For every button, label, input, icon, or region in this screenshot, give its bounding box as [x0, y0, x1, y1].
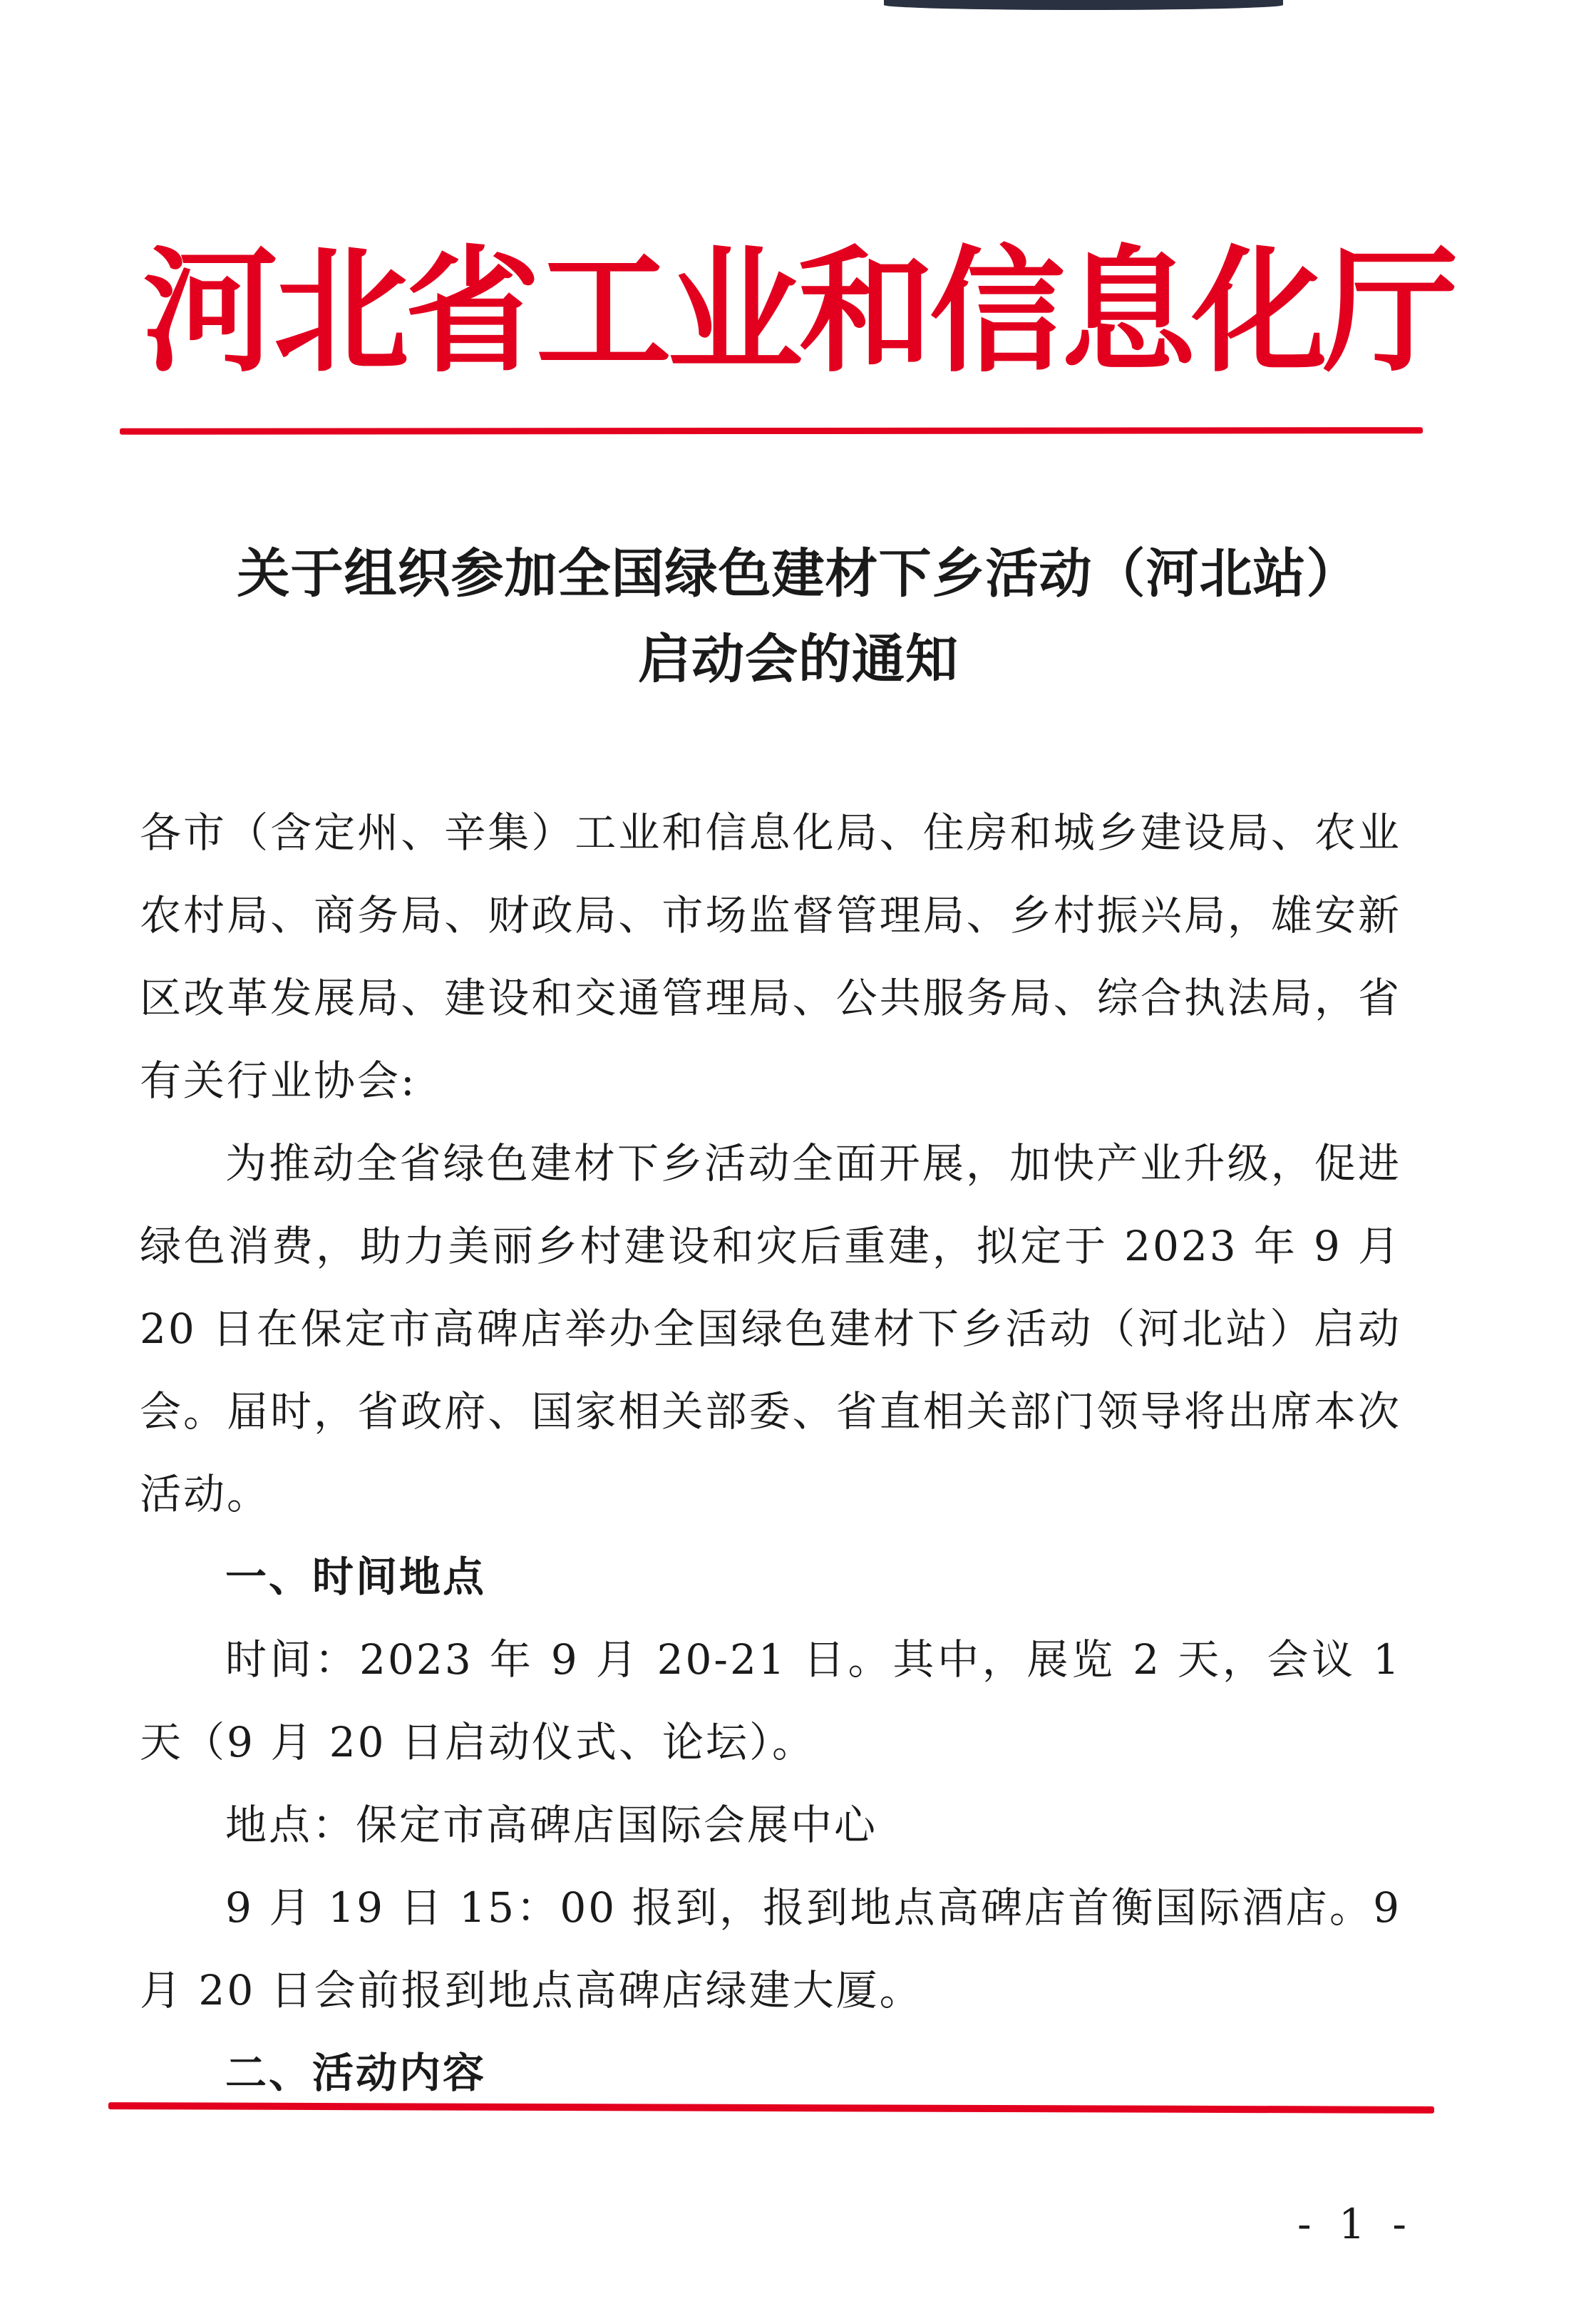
addressees-paragraph: 各市（含定州、辛集）工业和信息化局、住房和城乡建设局、农业农村局、商务局、财政局、市场监督管理局、乡村振兴局，雄安新区改革发展局、建设和交通管理局、公共服务局、综合执法局，省有关行业协会: — [140, 808, 1401, 1105]
location-paragraph: 地点：保定市高碑店国际会展中心 — [225, 1801, 878, 1849]
letterhead-org-name: 河北省工业和信息化厅 — [142, 233, 1454, 391]
section-2-heading: 二、活动内容 — [225, 2049, 487, 2097]
document-title — [86, 531, 1511, 702]
time-paragraph: 时间：2023 年 9 月 20-21 日。其中，展览 2 天，会议 1 天（9 月 20 日启动仪式、论坛）。 — [140, 1635, 1401, 1766]
registration-paragraph: 9 月 19 日 15：00 报到，报到地点高碑店首衡国际酒店。9 月 20 日会前报到地点高碑店绿建大厦。 — [140, 1883, 1401, 2014]
document-body — [140, 791, 1401, 2114]
intro-paragraph: 为推动全省绿色建材下乡活动全面开展，加快产业升级，促进绿色消费，助力美丽乡村建设和灾后重建，拟定于 2023 年 9 月 20 日在保定市高碑店举办全国绿色建材下乡活动（河北站）启动会。届时，省政府、国家相关部委、省直相关部门领导将出席本次活动。 — [140, 1139, 1401, 1518]
letterhead-red-rule — [120, 427, 1423, 435]
title-line-2: 启动会的通知 — [638, 629, 959, 690]
title-line-1: 关于组织参加全国绿色建材下乡活动（河北站） — [237, 543, 1360, 604]
scan-edge-shadow — [884, 0, 1283, 10]
section-1-heading: 一、时间地点 — [225, 1553, 487, 1601]
page-number: - 1 - — [1297, 2200, 1414, 2248]
